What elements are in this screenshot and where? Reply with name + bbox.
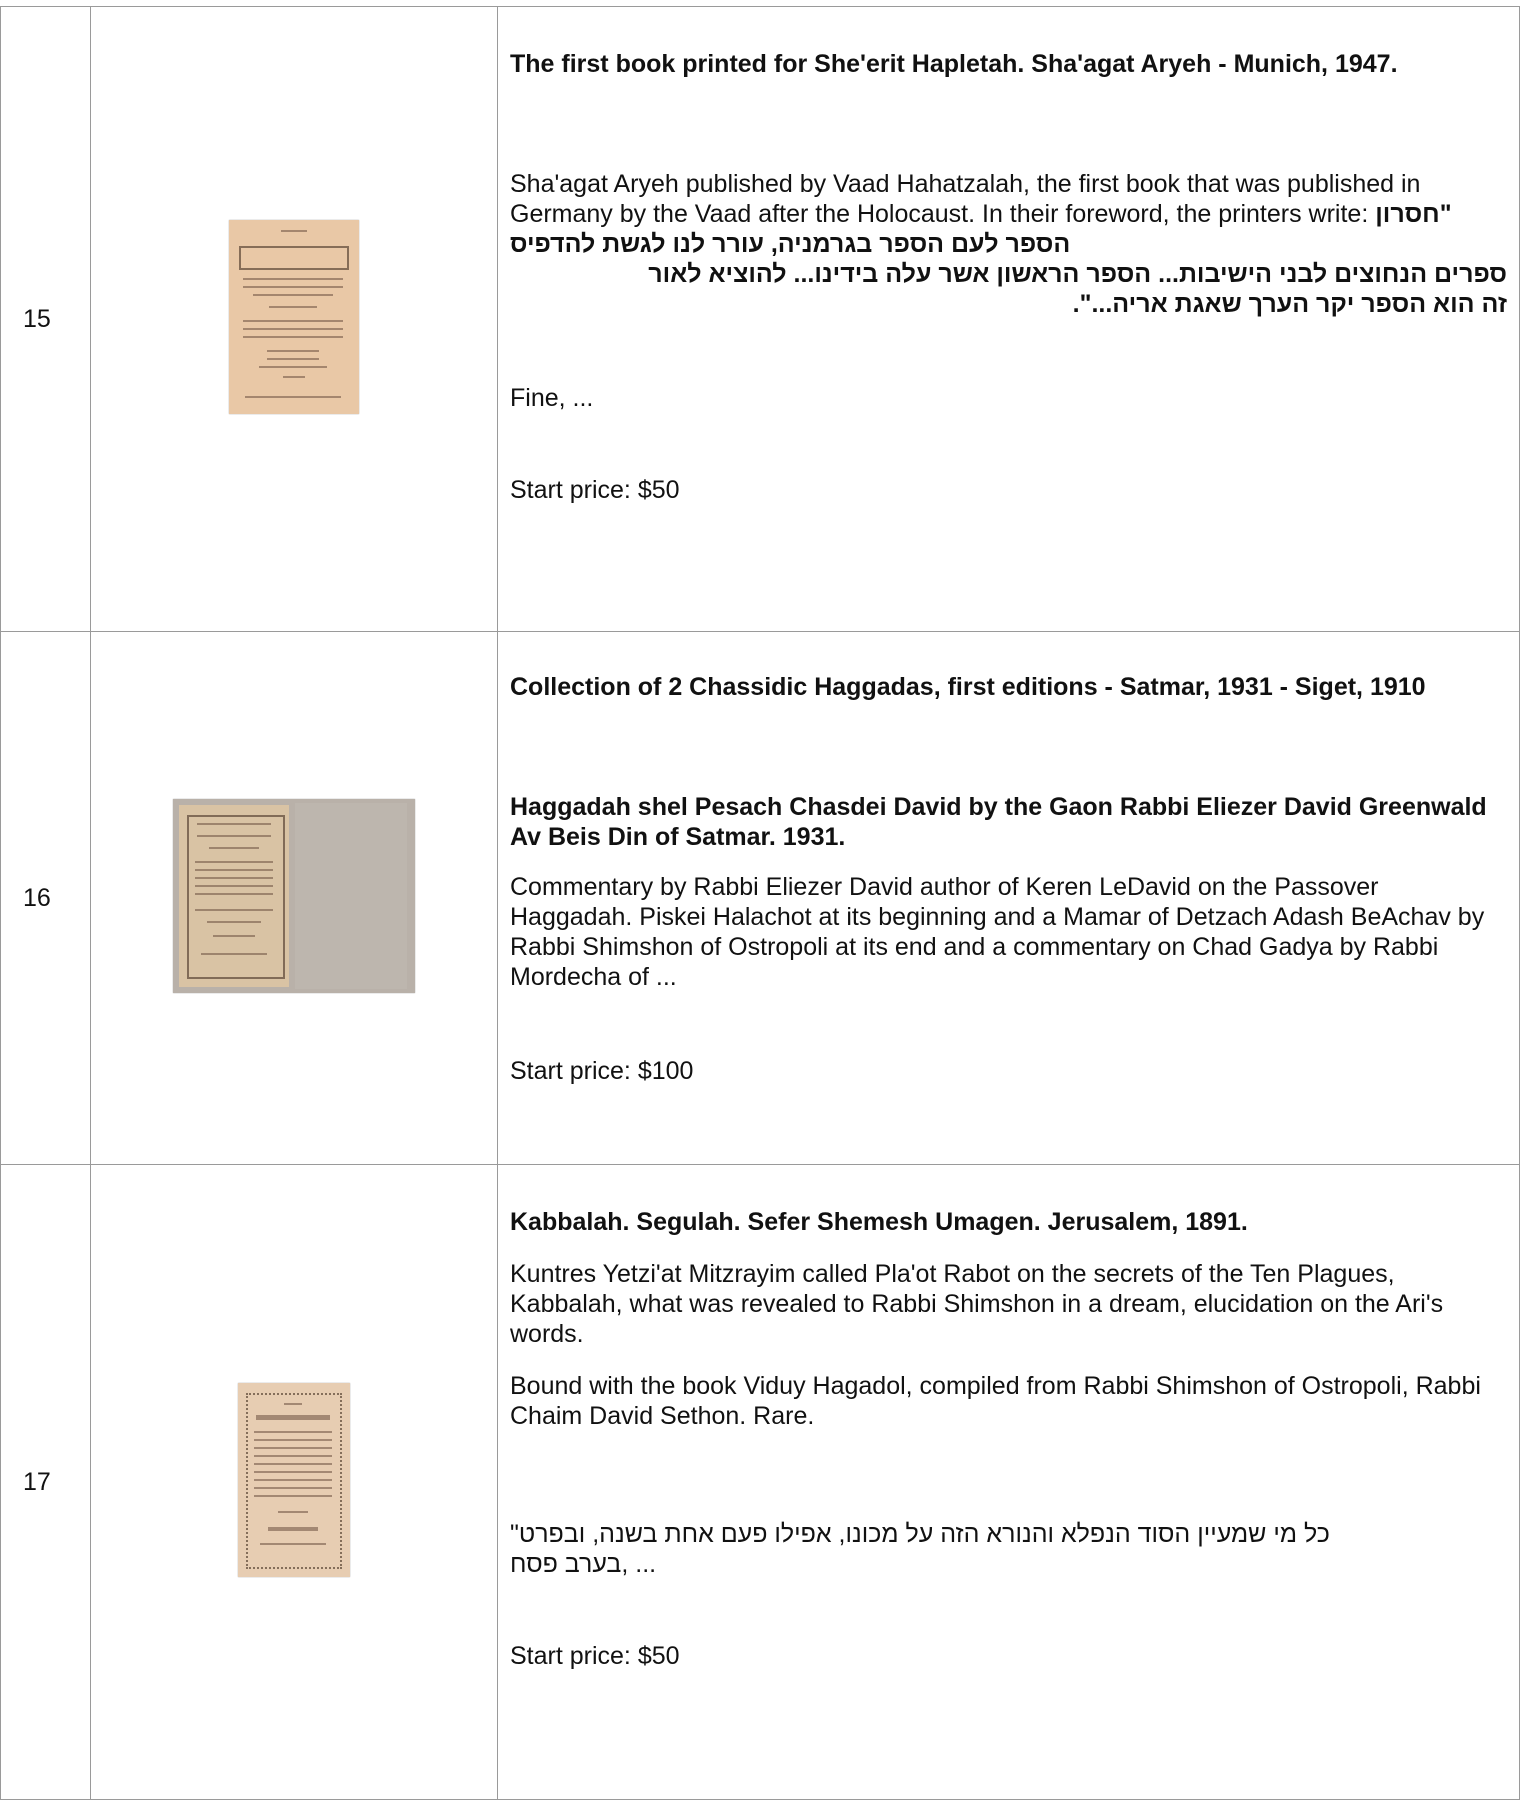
lot-title[interactable]: The first book printed for She'erit Hapletah. Sha'agat Aryeh - Munich, 1947. [510, 50, 1398, 78]
lot-number: 17 [1, 1165, 91, 1800]
hebrew-quote-line-2: ספרים הנחוצים לבני הישיבות... הספר הראשון אשר עלה בידינו... להוציא לאור [648, 260, 1507, 288]
lot-description-cell [498, 632, 1520, 1165]
lot-number: 16 [1, 632, 91, 1165]
hebrew-quote-line-1: "כל מי שמעיין הסוד הנפלא והנורא הזה על מכונו, אפילו פעם אחת בשנה, ובפרט [510, 1520, 1330, 1548]
lot-price: Start price: $100 [510, 1057, 694, 1085]
lot-title[interactable]: Collection of 2 Chassidic Haggadas, first editions - Satmar, 1931 - Siget, 1910 [510, 673, 1426, 701]
lot-title[interactable]: Kabbalah. Segulah. Sefer Shemesh Umagen. Jerusalem, 1891. [510, 1208, 1248, 1236]
lot-description-cell [498, 7, 1520, 632]
hebrew-quote-line-2: בערב פסח, ... [510, 1550, 657, 1578]
lot-description: Commentary by Rabbi Eliezer David author of Keren LeDavid on the Passover Haggadah. Piskei Halachot at its beginning and a Mamar of Detzach Adash BeAchav by Rabbi Shimshon of Ostropoli at its end and a commentary on Chad Gadya by Rabbi Mordecha of ... [510, 873, 1485, 991]
book-image[interactable] [229, 220, 359, 414]
lot-image-cell [91, 632, 498, 1165]
lot-price: Start price: $50 [510, 476, 680, 504]
lot-subtitle: Haggadah shel Pesach Chasdei David by the Gaon Rabbi Eliezer David Greenwald Av Beis Din of Satmar. 1931. [510, 793, 1487, 851]
lot-image-cell [91, 1165, 498, 1800]
lot-number: 15 [1, 7, 91, 632]
lot-price: Start price: $50 [510, 1642, 680, 1670]
book-image[interactable] [173, 799, 415, 993]
lot-condition: Fine, ... [510, 384, 594, 412]
lot-description-cell [498, 1165, 1520, 1800]
lot-image-cell [91, 7, 498, 632]
lot-description-intro: Sha'agat Aryeh published by Vaad Hahatzalah, the first book that was published in Germany by the Vaad after the Holocaust. In their foreword, the printers write: [510, 170, 1421, 228]
lots-table [0, 6, 1520, 1800]
lot-description-1: Kuntres Yetzi'at Mitzrayim called Pla'ot Rabot on the secrets of the Ten Plagues, Kabbalah, what was revealed to Rabbi Shimshon in a dream, elucidation on the Ari's words. [510, 1260, 1444, 1348]
table-row [1, 7, 1520, 632]
book-image[interactable] [238, 1383, 350, 1577]
hebrew-quote-line-3: זה הוא הספר יקר הערך שאגת אריה...". [1072, 290, 1507, 318]
lot-description [510, 169, 1507, 259]
hebrew-quote-line-1: "חסרון הספר לעם הספר בגרמניה, עורר לנו לגשת להדפיס [510, 200, 1452, 258]
lot-description-2: Bound with the book Viduy Hagadol, compiled from Rabbi Shimshon of Ostropoli, Rabbi Chaim David Sethon. Rare. [510, 1372, 1481, 1430]
table-row [1, 632, 1520, 1165]
table-row [1, 1165, 1520, 1800]
